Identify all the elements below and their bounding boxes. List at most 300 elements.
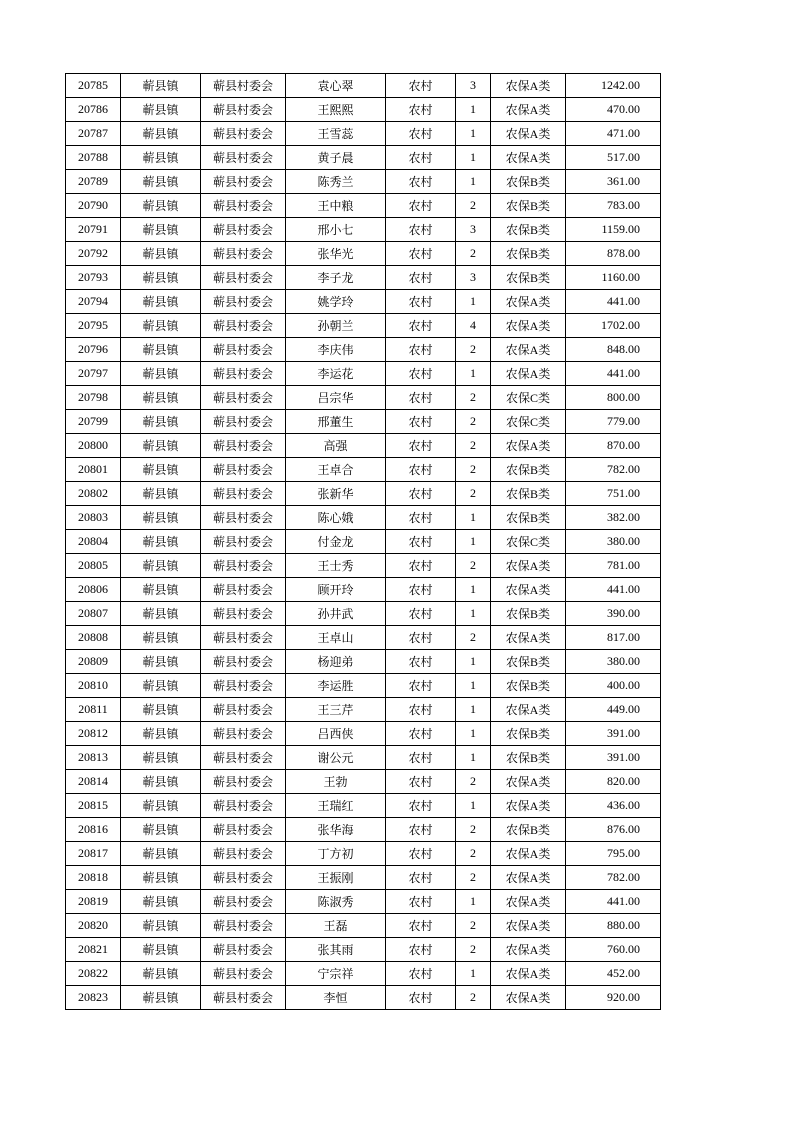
- cell-amount: 800.00: [566, 386, 661, 410]
- cell-village-committee: 蕲县村委会: [201, 482, 286, 506]
- cell-amount: 876.00: [566, 818, 661, 842]
- cell-person-name: 吕西侠: [286, 722, 386, 746]
- cell-village-committee: 蕲县村委会: [201, 314, 286, 338]
- cell-household-type: 农村: [386, 458, 456, 482]
- cell-village-committee: 蕲县村委会: [201, 986, 286, 1010]
- cell-count: 1: [456, 362, 491, 386]
- table-row: [66, 458, 661, 482]
- cell-village-committee: 蕲县村委会: [201, 74, 286, 98]
- cell-id: 20797: [66, 362, 121, 386]
- cell-town: 蕲县镇: [121, 698, 201, 722]
- cell-person-name: 黄子晨: [286, 146, 386, 170]
- cell-count: 3: [456, 266, 491, 290]
- cell-id: 20814: [66, 770, 121, 794]
- cell-count: 1: [456, 170, 491, 194]
- cell-town: 蕲县镇: [121, 674, 201, 698]
- cell-town: 蕲县镇: [121, 194, 201, 218]
- cell-amount: 1242.00: [566, 74, 661, 98]
- cell-household-type: 农村: [386, 122, 456, 146]
- cell-amount: 517.00: [566, 146, 661, 170]
- cell-household-type: 农村: [386, 146, 456, 170]
- table-row: [66, 314, 661, 338]
- table-row: [66, 386, 661, 410]
- cell-person-name: 邢小七: [286, 218, 386, 242]
- cell-id: 20796: [66, 338, 121, 362]
- cell-amount: 441.00: [566, 290, 661, 314]
- cell-household-type: 农村: [386, 818, 456, 842]
- cell-town: 蕲县镇: [121, 506, 201, 530]
- table-row: [66, 74, 661, 98]
- cell-village-committee: 蕲县村委会: [201, 962, 286, 986]
- cell-amount: 470.00: [566, 98, 661, 122]
- cell-person-name: 王磊: [286, 914, 386, 938]
- cell-insurance-category: 农保C类: [491, 386, 566, 410]
- cell-count: 2: [456, 818, 491, 842]
- cell-amount: 760.00: [566, 938, 661, 962]
- cell-id: 20823: [66, 986, 121, 1010]
- cell-id: 20788: [66, 146, 121, 170]
- cell-household-type: 农村: [386, 194, 456, 218]
- cell-person-name: 付金龙: [286, 530, 386, 554]
- cell-household-type: 农村: [386, 554, 456, 578]
- table-row: [66, 290, 661, 314]
- cell-town: 蕲县镇: [121, 626, 201, 650]
- cell-amount: 391.00: [566, 746, 661, 770]
- table-row: [66, 746, 661, 770]
- cell-id: 20802: [66, 482, 121, 506]
- table-row: [66, 938, 661, 962]
- cell-count: 3: [456, 74, 491, 98]
- cell-count: 1: [456, 890, 491, 914]
- cell-insurance-category: 农保B类: [491, 194, 566, 218]
- cell-village-committee: 蕲县村委会: [201, 818, 286, 842]
- cell-insurance-category: 农保A类: [491, 314, 566, 338]
- cell-amount: 1160.00: [566, 266, 661, 290]
- cell-id: 20815: [66, 794, 121, 818]
- table-row: [66, 98, 661, 122]
- cell-household-type: 农村: [386, 770, 456, 794]
- cell-village-committee: 蕲县村委会: [201, 602, 286, 626]
- cell-insurance-category: 农保A类: [491, 362, 566, 386]
- cell-village-committee: 蕲县村委会: [201, 578, 286, 602]
- cell-count: 2: [456, 986, 491, 1010]
- cell-village-committee: 蕲县村委会: [201, 626, 286, 650]
- cell-count: 1: [456, 290, 491, 314]
- cell-insurance-category: 农保A类: [491, 434, 566, 458]
- cell-id: 20795: [66, 314, 121, 338]
- cell-insurance-category: 农保B类: [491, 818, 566, 842]
- cell-insurance-category: 农保A类: [491, 578, 566, 602]
- cell-village-committee: 蕲县村委会: [201, 770, 286, 794]
- cell-person-name: 王雪蕊: [286, 122, 386, 146]
- cell-insurance-category: 农保A类: [491, 698, 566, 722]
- table-row: [66, 578, 661, 602]
- table-row: [66, 626, 661, 650]
- table-row: [66, 338, 661, 362]
- cell-village-committee: 蕲县村委会: [201, 914, 286, 938]
- cell-household-type: 农村: [386, 914, 456, 938]
- cell-amount: 751.00: [566, 482, 661, 506]
- cell-insurance-category: 农保A类: [491, 626, 566, 650]
- cell-person-name: 王卓山: [286, 626, 386, 650]
- cell-town: 蕲县镇: [121, 770, 201, 794]
- cell-id: 20806: [66, 578, 121, 602]
- cell-village-committee: 蕲县村委会: [201, 794, 286, 818]
- cell-count: 1: [456, 794, 491, 818]
- cell-amount: 783.00: [566, 194, 661, 218]
- table-row: [66, 722, 661, 746]
- cell-amount: 1702.00: [566, 314, 661, 338]
- cell-town: 蕲县镇: [121, 794, 201, 818]
- cell-count: 2: [456, 866, 491, 890]
- cell-count: 2: [456, 242, 491, 266]
- cell-insurance-category: 农保C类: [491, 410, 566, 434]
- cell-town: 蕲县镇: [121, 842, 201, 866]
- cell-household-type: 农村: [386, 722, 456, 746]
- cell-id: 20790: [66, 194, 121, 218]
- cell-household-type: 农村: [386, 962, 456, 986]
- cell-household-type: 农村: [386, 938, 456, 962]
- cell-person-name: 李运花: [286, 362, 386, 386]
- cell-amount: 380.00: [566, 530, 661, 554]
- cell-household-type: 农村: [386, 506, 456, 530]
- cell-village-committee: 蕲县村委会: [201, 98, 286, 122]
- cell-town: 蕲县镇: [121, 890, 201, 914]
- cell-household-type: 农村: [386, 170, 456, 194]
- table-row: [66, 434, 661, 458]
- cell-count: 1: [456, 722, 491, 746]
- cell-household-type: 农村: [386, 410, 456, 434]
- cell-person-name: 孙井武: [286, 602, 386, 626]
- cell-count: 2: [456, 410, 491, 434]
- cell-id: 20789: [66, 170, 121, 194]
- cell-household-type: 农村: [386, 362, 456, 386]
- cell-household-type: 农村: [386, 602, 456, 626]
- cell-count: 1: [456, 578, 491, 602]
- cell-amount: 782.00: [566, 458, 661, 482]
- cell-amount: 471.00: [566, 122, 661, 146]
- cell-village-committee: 蕲县村委会: [201, 650, 286, 674]
- cell-person-name: 王勃: [286, 770, 386, 794]
- cell-id: 20804: [66, 530, 121, 554]
- cell-town: 蕲县镇: [121, 818, 201, 842]
- cell-id: 20798: [66, 386, 121, 410]
- cell-person-name: 王中粮: [286, 194, 386, 218]
- cell-count: 1: [456, 650, 491, 674]
- cell-count: 2: [456, 938, 491, 962]
- cell-village-committee: 蕲县村委会: [201, 890, 286, 914]
- cell-person-name: 王士秀: [286, 554, 386, 578]
- cell-amount: 441.00: [566, 362, 661, 386]
- cell-id: 20799: [66, 410, 121, 434]
- cell-person-name: 吕宗华: [286, 386, 386, 410]
- cell-household-type: 农村: [386, 482, 456, 506]
- cell-village-committee: 蕲县村委会: [201, 146, 286, 170]
- cell-count: 2: [456, 842, 491, 866]
- cell-amount: 781.00: [566, 554, 661, 578]
- cell-village-committee: 蕲县村委会: [201, 194, 286, 218]
- cell-count: 1: [456, 146, 491, 170]
- cell-town: 蕲县镇: [121, 578, 201, 602]
- cell-id: 20808: [66, 626, 121, 650]
- cell-household-type: 农村: [386, 386, 456, 410]
- cell-household-type: 农村: [386, 578, 456, 602]
- cell-person-name: 高强: [286, 434, 386, 458]
- cell-amount: 400.00: [566, 674, 661, 698]
- cell-count: 2: [456, 770, 491, 794]
- cell-id: 20785: [66, 74, 121, 98]
- cell-person-name: 王瑞红: [286, 794, 386, 818]
- cell-town: 蕲县镇: [121, 146, 201, 170]
- cell-amount: 782.00: [566, 866, 661, 890]
- table-row: [66, 218, 661, 242]
- cell-amount: 920.00: [566, 986, 661, 1010]
- cell-person-name: 王三芹: [286, 698, 386, 722]
- cell-insurance-category: 农保A类: [491, 146, 566, 170]
- table-row: [66, 842, 661, 866]
- cell-person-name: 陈心娥: [286, 506, 386, 530]
- cell-insurance-category: 农保A类: [491, 122, 566, 146]
- cell-town: 蕲县镇: [121, 602, 201, 626]
- cell-person-name: 姚学玲: [286, 290, 386, 314]
- cell-household-type: 农村: [386, 314, 456, 338]
- cell-household-type: 农村: [386, 338, 456, 362]
- cell-village-committee: 蕲县村委会: [201, 290, 286, 314]
- cell-person-name: 张其雨: [286, 938, 386, 962]
- cell-village-committee: 蕲县村委会: [201, 458, 286, 482]
- cell-town: 蕲县镇: [121, 746, 201, 770]
- cell-insurance-category: 农保A类: [491, 890, 566, 914]
- cell-town: 蕲县镇: [121, 410, 201, 434]
- cell-town: 蕲县镇: [121, 482, 201, 506]
- cell-id: 20817: [66, 842, 121, 866]
- cell-amount: 449.00: [566, 698, 661, 722]
- cell-household-type: 农村: [386, 266, 456, 290]
- cell-person-name: 陈秀兰: [286, 170, 386, 194]
- cell-household-type: 农村: [386, 698, 456, 722]
- cell-person-name: 杨迎弟: [286, 650, 386, 674]
- cell-insurance-category: 农保A类: [491, 938, 566, 962]
- cell-id: 20801: [66, 458, 121, 482]
- cell-id: 20813: [66, 746, 121, 770]
- cell-id: 20821: [66, 938, 121, 962]
- cell-village-committee: 蕲县村委会: [201, 362, 286, 386]
- cell-id: 20810: [66, 674, 121, 698]
- cell-person-name: 孙朝兰: [286, 314, 386, 338]
- cell-insurance-category: 农保A类: [491, 986, 566, 1010]
- cell-count: 2: [456, 482, 491, 506]
- cell-person-name: 张华光: [286, 242, 386, 266]
- cell-id: 20816: [66, 818, 121, 842]
- cell-household-type: 农村: [386, 674, 456, 698]
- cell-amount: 436.00: [566, 794, 661, 818]
- cell-insurance-category: 农保B类: [491, 602, 566, 626]
- cell-count: 2: [456, 386, 491, 410]
- cell-count: 2: [456, 914, 491, 938]
- cell-person-name: 张华海: [286, 818, 386, 842]
- cell-id: 20819: [66, 890, 121, 914]
- cell-village-committee: 蕲县村委会: [201, 218, 286, 242]
- cell-amount: 1159.00: [566, 218, 661, 242]
- cell-amount: 820.00: [566, 770, 661, 794]
- cell-count: 1: [456, 746, 491, 770]
- table-row: [66, 410, 661, 434]
- cell-village-committee: 蕲县村委会: [201, 866, 286, 890]
- cell-id: 20820: [66, 914, 121, 938]
- cell-town: 蕲县镇: [121, 290, 201, 314]
- cell-person-name: 顾开玲: [286, 578, 386, 602]
- cell-person-name: 袁心翠: [286, 74, 386, 98]
- cell-village-committee: 蕲县村委会: [201, 338, 286, 362]
- cell-count: 2: [456, 434, 491, 458]
- cell-id: 20818: [66, 866, 121, 890]
- cell-household-type: 农村: [386, 866, 456, 890]
- cell-amount: 817.00: [566, 626, 661, 650]
- cell-village-committee: 蕲县村委会: [201, 242, 286, 266]
- cell-id: 20809: [66, 650, 121, 674]
- table-row: [66, 986, 661, 1010]
- cell-amount: 880.00: [566, 914, 661, 938]
- cell-household-type: 农村: [386, 530, 456, 554]
- table-row: [66, 794, 661, 818]
- cell-amount: 795.00: [566, 842, 661, 866]
- cell-person-name: 邢董生: [286, 410, 386, 434]
- cell-count: 2: [456, 194, 491, 218]
- cell-village-committee: 蕲县村委会: [201, 386, 286, 410]
- cell-id: 20812: [66, 722, 121, 746]
- cell-village-committee: 蕲县村委会: [201, 554, 286, 578]
- cell-count: 1: [456, 122, 491, 146]
- table-sheet: [65, 73, 661, 1010]
- cell-person-name: 王卓合: [286, 458, 386, 482]
- cell-id: 20811: [66, 698, 121, 722]
- cell-count: 3: [456, 218, 491, 242]
- cell-count: 2: [456, 338, 491, 362]
- table-row: [66, 962, 661, 986]
- cell-household-type: 农村: [386, 218, 456, 242]
- cell-insurance-category: 农保A类: [491, 74, 566, 98]
- cell-household-type: 农村: [386, 290, 456, 314]
- table-row: [66, 194, 661, 218]
- cell-id: 20807: [66, 602, 121, 626]
- cell-town: 蕲县镇: [121, 722, 201, 746]
- table-row: [66, 146, 661, 170]
- table-row: [66, 170, 661, 194]
- cell-insurance-category: 农保A类: [491, 866, 566, 890]
- cell-person-name: 宁宗祥: [286, 962, 386, 986]
- cell-insurance-category: 农保A类: [491, 842, 566, 866]
- cell-count: 1: [456, 602, 491, 626]
- cell-amount: 441.00: [566, 578, 661, 602]
- cell-insurance-category: 农保B类: [491, 218, 566, 242]
- cell-amount: 878.00: [566, 242, 661, 266]
- table-row: [66, 122, 661, 146]
- cell-count: 2: [456, 554, 491, 578]
- cell-insurance-category: 农保A类: [491, 914, 566, 938]
- cell-insurance-category: 农保B类: [491, 266, 566, 290]
- table-row: [66, 554, 661, 578]
- cell-town: 蕲县镇: [121, 434, 201, 458]
- table-row: [66, 770, 661, 794]
- cell-town: 蕲县镇: [121, 986, 201, 1010]
- cell-town: 蕲县镇: [121, 386, 201, 410]
- cell-amount: 390.00: [566, 602, 661, 626]
- cell-insurance-category: 农保B类: [491, 506, 566, 530]
- cell-town: 蕲县镇: [121, 122, 201, 146]
- cell-count: 1: [456, 962, 491, 986]
- cell-insurance-category: 农保C类: [491, 530, 566, 554]
- cell-insurance-category: 农保A类: [491, 962, 566, 986]
- cell-village-committee: 蕲县村委会: [201, 434, 286, 458]
- cell-amount: 380.00: [566, 650, 661, 674]
- cell-insurance-category: 农保B类: [491, 482, 566, 506]
- cell-household-type: 农村: [386, 242, 456, 266]
- cell-amount: 382.00: [566, 506, 661, 530]
- cell-amount: 452.00: [566, 962, 661, 986]
- cell-village-committee: 蕲县村委会: [201, 938, 286, 962]
- cell-household-type: 农村: [386, 794, 456, 818]
- cell-person-name: 王振刚: [286, 866, 386, 890]
- cell-id: 20786: [66, 98, 121, 122]
- cell-amount: 361.00: [566, 170, 661, 194]
- cell-household-type: 农村: [386, 626, 456, 650]
- cell-amount: 441.00: [566, 890, 661, 914]
- cell-village-committee: 蕲县村委会: [201, 698, 286, 722]
- cell-insurance-category: 农保A类: [491, 794, 566, 818]
- cell-household-type: 农村: [386, 74, 456, 98]
- cell-person-name: 李子龙: [286, 266, 386, 290]
- cell-village-committee: 蕲县村委会: [201, 266, 286, 290]
- table-row: [66, 530, 661, 554]
- cell-amount: 779.00: [566, 410, 661, 434]
- cell-person-name: 李运胜: [286, 674, 386, 698]
- cell-id: 20787: [66, 122, 121, 146]
- cell-village-committee: 蕲县村委会: [201, 122, 286, 146]
- cell-count: 2: [456, 458, 491, 482]
- cell-count: 1: [456, 698, 491, 722]
- cell-insurance-category: 农保B类: [491, 650, 566, 674]
- cell-household-type: 农村: [386, 746, 456, 770]
- cell-count: 1: [456, 506, 491, 530]
- table-row: [66, 266, 661, 290]
- cell-town: 蕲县镇: [121, 962, 201, 986]
- cell-id: 20792: [66, 242, 121, 266]
- cell-town: 蕲县镇: [121, 530, 201, 554]
- cell-insurance-category: 农保A类: [491, 98, 566, 122]
- cell-household-type: 农村: [386, 650, 456, 674]
- cell-insurance-category: 农保B类: [491, 746, 566, 770]
- cell-count: 2: [456, 626, 491, 650]
- cell-town: 蕲县镇: [121, 362, 201, 386]
- cell-person-name: 李庆伟: [286, 338, 386, 362]
- cell-amount: 848.00: [566, 338, 661, 362]
- cell-household-type: 农村: [386, 986, 456, 1010]
- cell-village-committee: 蕲县村委会: [201, 674, 286, 698]
- table-row: [66, 914, 661, 938]
- cell-insurance-category: 农保B类: [491, 458, 566, 482]
- table-row: [66, 506, 661, 530]
- cell-household-type: 农村: [386, 98, 456, 122]
- table-row: [66, 674, 661, 698]
- cell-household-type: 农村: [386, 434, 456, 458]
- cell-person-name: 王熙熙: [286, 98, 386, 122]
- cell-id: 20794: [66, 290, 121, 314]
- cell-village-committee: 蕲县村委会: [201, 722, 286, 746]
- cell-amount: 391.00: [566, 722, 661, 746]
- cell-town: 蕲县镇: [121, 74, 201, 98]
- cell-town: 蕲县镇: [121, 554, 201, 578]
- table-row: [66, 650, 661, 674]
